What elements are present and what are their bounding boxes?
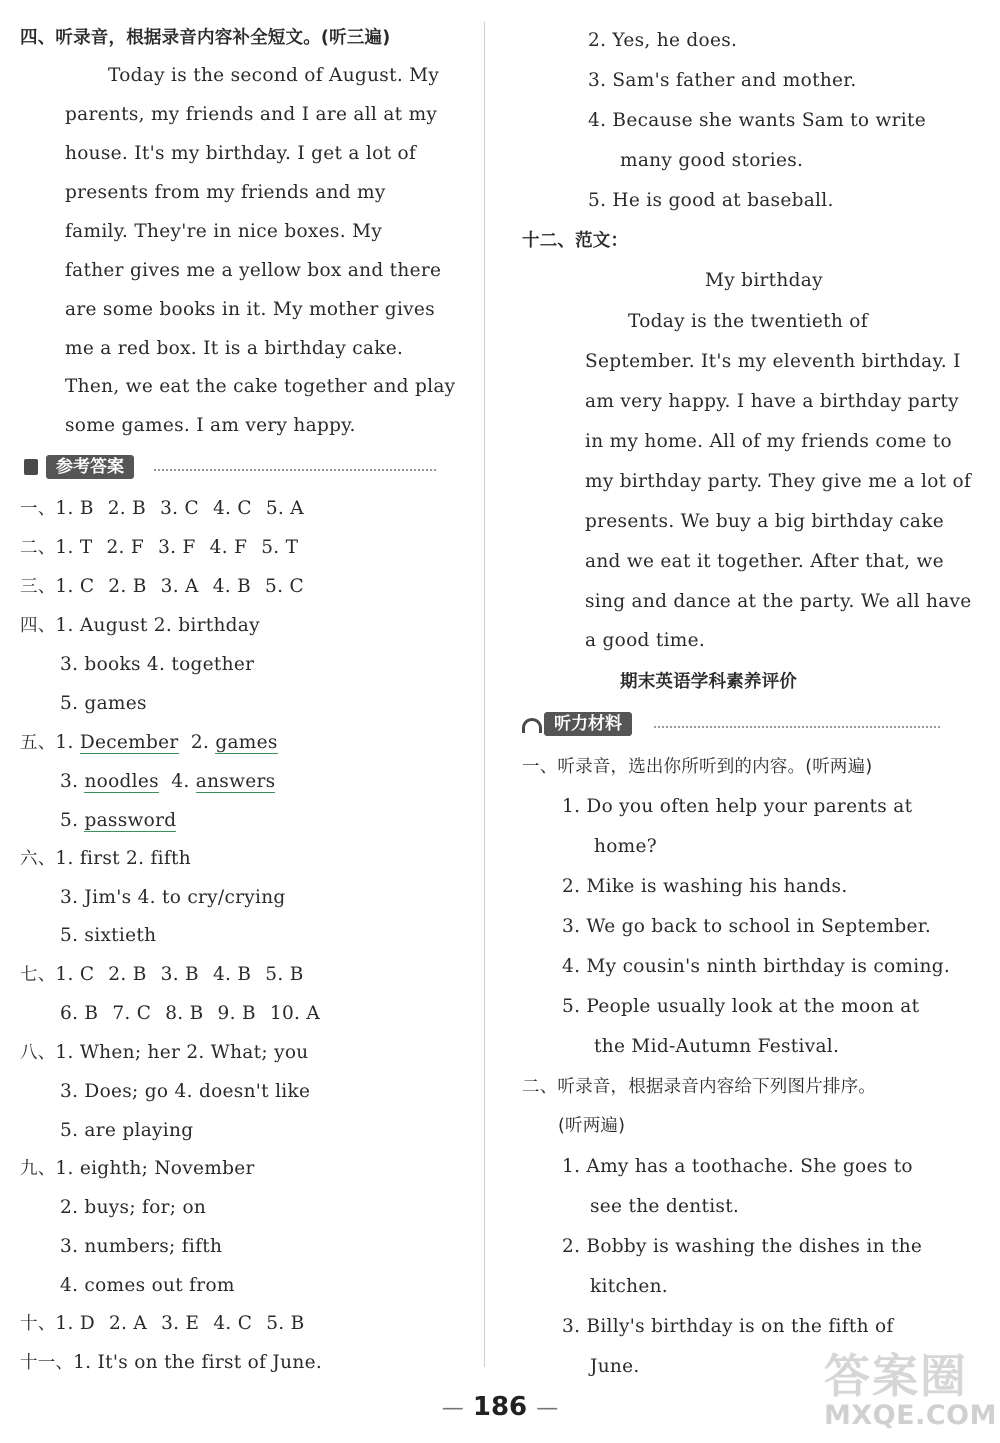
essay-title: My birthday [705,270,823,291]
answer-key-header [24,455,436,481]
watermark-url: MXQE.COM [824,1400,997,1431]
listening-line: June. [590,1356,640,1377]
answer-text: 2. [178,732,216,753]
book-icon [24,459,38,475]
answer-row-11 [20,1351,322,1375]
answer-item: 2. B [108,964,147,985]
answer-item: 3. F [158,537,196,558]
answer-row-5c [60,809,176,833]
listening-line: 3. We go back to school in September. [562,916,932,937]
page-dash: — [441,1396,464,1421]
answer-row-10 [20,1312,319,1336]
answer-text: 5. [60,810,85,831]
listening-line: 2. Mike is washing his hands. [562,876,848,897]
answer-text: many good stories. [620,150,804,171]
answer-text: 2. buys; for; on [60,1197,207,1218]
answer-text: 5. games [60,693,147,714]
answer-text: 1. [55,732,80,753]
answer-num: 八、 [20,1043,56,1063]
answer-num: 七、 [20,965,56,985]
answer-row-9 [20,1157,255,1181]
passage-line: family. They're in nice boxes. My [65,221,383,242]
answer-text: 5. are playing [60,1120,194,1141]
answer-item: 1. C [55,964,95,985]
answer-num: 三、 [20,577,56,597]
answer-text: 3. Does; go 4. doesn't like [60,1081,311,1102]
headphone-icon [522,718,542,733]
answer-key-badge: 参考答案 [46,455,134,479]
answer-item: 4. B [212,964,252,985]
answer-item: 4. C [212,498,252,519]
answer-row-6 [20,847,191,871]
question-2-note: (听两遍) [558,1116,626,1136]
answer-text: 3. numbers; fifth [60,1236,223,1257]
answer-num: 十一、 [20,1353,74,1373]
answer-text: 4. [158,771,196,792]
answer-row-5b [60,770,275,794]
essay-line: and we eat it together. After that, we [585,551,944,572]
listening-line: 1. Do you often help your parents at [562,796,913,817]
essay-line: a good time. [585,630,706,651]
passage-line: some games. I am very happy. [65,415,356,436]
passage-line: Today is the second of August. My [108,65,440,86]
listening-line: 1. Amy has a toothache. She goes to [562,1156,913,1177]
answer-item: 3. B [160,964,199,985]
question-1-title: 一、听录音，选出你所听到的内容。(听两遍) [522,757,873,777]
answer-item: 10. A [269,1003,321,1024]
answer-row-7b [60,1002,334,1026]
listening-header [522,712,940,738]
column-divider [484,22,485,1367]
answer-item: 2. A [108,1313,148,1334]
answer-row-4 [20,614,260,638]
answer-item: 4. B [212,576,252,597]
dotted-rule [154,469,436,471]
final-exam-title: 期末英语学科素养评价 [620,672,797,692]
answer-text: 3. Sam's father and mother. [588,70,857,91]
passage-line: me a red box. It is a birthday cake. [65,338,404,359]
answer-item: 5. B [265,964,304,985]
answer-word: password [84,810,177,831]
listening-line: 3. Billy's birthday is on the fifth of [562,1316,894,1337]
answer-word: games [215,732,278,753]
answer-word: noodles [84,771,159,792]
answer-item: 2. B [107,498,147,519]
answer-item: 6. B [60,1003,99,1024]
answer-item: 9. B [217,1003,256,1024]
answer-item: 1. D [55,1313,95,1334]
answer-item: 5. B [266,1313,305,1334]
listening-line: 2. Bobby is washing the dishes in the [562,1236,923,1257]
section-12-title: 十二、范文： [522,231,629,251]
answer-item: 4. F [209,537,248,558]
page-dash: — [536,1396,559,1421]
page-number [420,1392,580,1422]
answer-text: 3. Jim's 4. to cry/crying [60,887,286,908]
answer-text: 1. August 2. birthday [55,615,260,636]
answer-row-7 [20,963,318,987]
answer-word: answers [195,771,276,792]
watermark [818,1340,997,1436]
listening-line: home? [594,836,657,857]
answer-item: 2. F [106,537,145,558]
listening-badge: 听力材料 [544,712,632,736]
answer-item: 1. B [55,498,94,519]
answer-item: 4. C [213,1313,253,1334]
answer-item: 1. C [55,576,95,597]
answer-item: 7. C [112,1003,152,1024]
answer-word: December [79,732,179,753]
answer-row-3 [20,575,318,599]
listening-line: kitchen. [590,1276,668,1297]
watermark-logo: 答案圈 [824,1349,968,1403]
passage-line: presents from my friends and my [65,182,386,203]
listening-line: see the dentist. [590,1196,740,1217]
passage-line: house. It's my birthday. I get a lot of [65,143,417,164]
answer-text: 4. Because she wants Sam to write [588,110,926,131]
answer-item: 3. E [161,1313,200,1334]
question-2-title: 二、听录音，根据录音内容给下列图片排序。 [522,1077,876,1097]
answer-item: 5. A [265,498,304,519]
answer-item: 5. T [261,537,299,558]
essay-line: presents. We buy a big birthday cake [585,511,945,532]
answer-item: 8. B [165,1003,204,1024]
answer-row-5 [20,731,278,755]
essay-line: Today is the twentieth of [628,311,868,332]
answer-text: 5. He is good at baseball. [588,190,834,211]
section-4-title: 四、听录音，根据录音内容补全短文。(听三遍) [20,28,391,48]
answer-item: 3. A [160,576,199,597]
answer-text: 2. Yes, he does. [588,30,738,51]
essay-line: September. It's my eleventh birthday. I [585,351,961,372]
answer-item: 2. B [108,576,147,597]
passage-line: are some books in it. My mother gives [65,299,435,320]
answer-text: 1. When; her 2. What; you [55,1042,309,1063]
dotted-rule [654,726,940,728]
essay-line: sing and dance at the party. We all have [585,591,972,612]
listening-line: 5. People usually look at the moon at [562,996,920,1017]
answer-text: 5. sixtieth [60,925,157,946]
answer-num: 十、 [20,1314,56,1334]
essay-line: my birthday party. They give me a lot of [585,471,972,492]
answer-text: 3. [60,771,85,792]
passage-line: father gives me a yellow box and there [65,260,442,281]
listening-line: 4. My cousin's ninth birthday is coming. [562,956,951,977]
answer-num: 一、 [20,499,56,519]
answer-item: 5. C [265,576,304,597]
passage-line: parents, my friends and I are all at my [65,104,438,125]
answer-num: 九、 [20,1159,56,1179]
answer-item: 3. C [160,498,199,519]
passage-line: Then, we eat the cake together and play [65,376,456,397]
answer-text: 4. comes out from [60,1275,235,1296]
listening-line: the Mid-Autumn Festival. [594,1036,840,1057]
answer-text: 1. eighth; November [55,1158,255,1179]
answer-text: 1. first 2. fifth [55,848,191,869]
answer-row-1 [20,497,318,521]
answer-num: 四、 [20,616,56,636]
answer-item: 1. T [55,537,93,558]
answer-text: 3. books 4. together [60,654,255,675]
answer-row-8 [20,1041,308,1065]
answer-num: 六、 [20,849,56,869]
essay-line: am very happy. I have a birthday party [585,391,959,412]
page-number-value: 186 [472,1392,528,1422]
answer-row-2 [20,536,312,560]
answer-num: 五、 [20,733,56,753]
answer-num: 二、 [20,538,56,558]
answer-text: 1. It's on the first of June. [73,1352,323,1373]
essay-line: in my home. All of my friends come to [585,431,952,452]
